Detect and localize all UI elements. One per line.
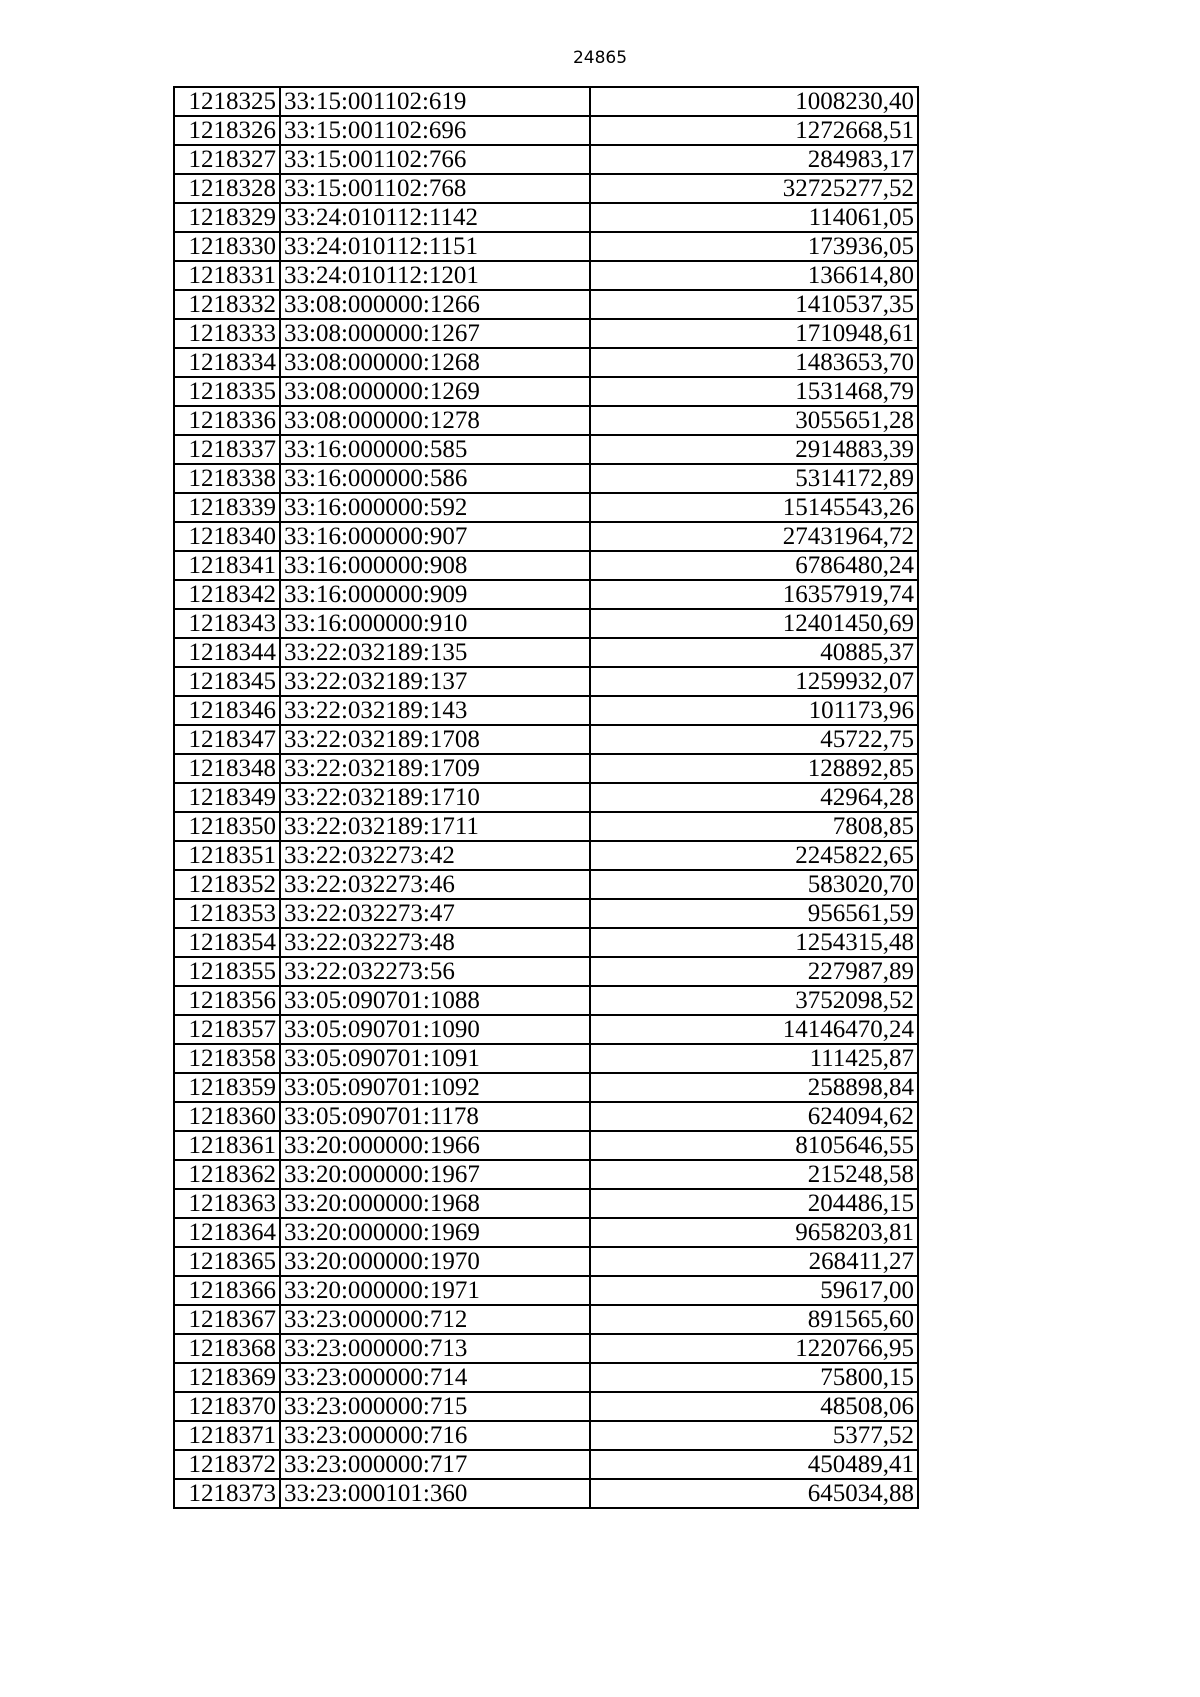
row-number-cell: 1218369: [174, 1363, 280, 1392]
row-number-cell: 1218329: [174, 203, 280, 232]
value-cell: 1220766,95: [590, 1334, 918, 1363]
cadastral-number-cell: 33:16:000000:908: [280, 551, 590, 580]
table-row: [174, 1131, 918, 1160]
row-number-cell: 1218345: [174, 667, 280, 696]
value-cell: 5314172,89: [590, 464, 918, 493]
value-cell: 2914883,39: [590, 435, 918, 464]
value-cell: 1531468,79: [590, 377, 918, 406]
cadastral-number-cell: 33:23:000000:714: [280, 1363, 590, 1392]
value-cell: 1008230,40: [590, 87, 918, 116]
table-row: [174, 1276, 918, 1305]
value-cell: 284983,17: [590, 145, 918, 174]
value-cell: 583020,70: [590, 870, 918, 899]
cadastral-number-cell: 33:05:090701:1092: [280, 1073, 590, 1102]
value-cell: 6786480,24: [590, 551, 918, 580]
cadastral-number-cell: 33:20:000000:1967: [280, 1160, 590, 1189]
row-number-cell: 1218350: [174, 812, 280, 841]
row-number-cell: 1218360: [174, 1102, 280, 1131]
table-row: [174, 957, 918, 986]
cadastral-number-cell: 33:08:000000:1269: [280, 377, 590, 406]
value-cell: 1483653,70: [590, 348, 918, 377]
row-number-cell: 1218358: [174, 1044, 280, 1073]
table-row: [174, 174, 918, 203]
cadastral-number-cell: 33:08:000000:1266: [280, 290, 590, 319]
cadastral-number-cell: 33:08:000000:1267: [280, 319, 590, 348]
value-cell: 111425,87: [590, 1044, 918, 1073]
page-number: 24865: [572, 48, 628, 68]
table-row: [174, 580, 918, 609]
cadastral-number-cell: 33:15:001102:619: [280, 87, 590, 116]
row-number-cell: 1218340: [174, 522, 280, 551]
table-row: [174, 1189, 918, 1218]
value-cell: 12401450,69: [590, 609, 918, 638]
row-number-cell: 1218366: [174, 1276, 280, 1305]
table-row: [174, 1421, 918, 1450]
cadastral-number-cell: 33:22:032273:46: [280, 870, 590, 899]
cadastral-number-cell: 33:16:000000:592: [280, 493, 590, 522]
row-number-cell: 1218364: [174, 1218, 280, 1247]
cadastral-number-cell: 33:16:000000:586: [280, 464, 590, 493]
row-number-cell: 1218367: [174, 1305, 280, 1334]
cadastral-number-cell: 33:22:032189:1711: [280, 812, 590, 841]
cadastral-number-cell: 33:24:010112:1201: [280, 261, 590, 290]
value-cell: 3752098,52: [590, 986, 918, 1015]
row-number-cell: 1218355: [174, 957, 280, 986]
row-number-cell: 1218347: [174, 725, 280, 754]
cadastral-number-cell: 33:22:032273:47: [280, 899, 590, 928]
table-row: [174, 609, 918, 638]
value-cell: 891565,60: [590, 1305, 918, 1334]
table-row: [174, 290, 918, 319]
table-row: [174, 1479, 918, 1508]
row-number-cell: 1218335: [174, 377, 280, 406]
value-cell: 624094,62: [590, 1102, 918, 1131]
cadastral-number-cell: 33:15:001102:696: [280, 116, 590, 145]
cadastral-number-cell: 33:05:090701:1178: [280, 1102, 590, 1131]
row-number-cell: 1218342: [174, 580, 280, 609]
table-row: [174, 145, 918, 174]
value-cell: 1272668,51: [590, 116, 918, 145]
row-number-cell: 1218325: [174, 87, 280, 116]
cadastral-value-table: [173, 86, 919, 1509]
table-row: [174, 406, 918, 435]
value-cell: 204486,15: [590, 1189, 918, 1218]
cadastral-number-cell: 33:05:090701:1090: [280, 1015, 590, 1044]
row-number-cell: 1218352: [174, 870, 280, 899]
row-number-cell: 1218362: [174, 1160, 280, 1189]
cadastral-number-cell: 33:05:090701:1088: [280, 986, 590, 1015]
table-row: [174, 348, 918, 377]
row-number-cell: 1218349: [174, 783, 280, 812]
value-cell: 5377,52: [590, 1421, 918, 1450]
cadastral-number-cell: 33:15:001102:768: [280, 174, 590, 203]
table-row: [174, 1247, 918, 1276]
cadastral-number-cell: 33:22:032189:135: [280, 638, 590, 667]
row-number-cell: 1218353: [174, 899, 280, 928]
table-row: [174, 464, 918, 493]
row-number-cell: 1218363: [174, 1189, 280, 1218]
value-cell: 15145543,26: [590, 493, 918, 522]
row-number-cell: 1218341: [174, 551, 280, 580]
table-row: [174, 1334, 918, 1363]
value-cell: 136614,80: [590, 261, 918, 290]
cadastral-number-cell: 33:20:000000:1970: [280, 1247, 590, 1276]
cadastral-number-cell: 33:16:000000:907: [280, 522, 590, 551]
row-number-cell: 1218373: [174, 1479, 280, 1508]
value-cell: 40885,37: [590, 638, 918, 667]
row-number-cell: 1218351: [174, 841, 280, 870]
cadastral-number-cell: 33:16:000000:909: [280, 580, 590, 609]
row-number-cell: 1218365: [174, 1247, 280, 1276]
row-number-cell: 1218368: [174, 1334, 280, 1363]
row-number-cell: 1218359: [174, 1073, 280, 1102]
row-number-cell: 1218344: [174, 638, 280, 667]
value-cell: 3055651,28: [590, 406, 918, 435]
value-cell: 59617,00: [590, 1276, 918, 1305]
row-number-cell: 1218331: [174, 261, 280, 290]
table-row: [174, 986, 918, 1015]
value-cell: 14146470,24: [590, 1015, 918, 1044]
value-cell: 1259932,07: [590, 667, 918, 696]
value-cell: 645034,88: [590, 1479, 918, 1508]
cadastral-number-cell: 33:23:000000:716: [280, 1421, 590, 1450]
row-number-cell: 1218328: [174, 174, 280, 203]
cadastral-number-cell: 33:23:000000:712: [280, 1305, 590, 1334]
table-row: [174, 1363, 918, 1392]
table-row: [174, 1392, 918, 1421]
table-row: [174, 667, 918, 696]
table-row: [174, 696, 918, 725]
cadastral-number-cell: 33:22:032189:1709: [280, 754, 590, 783]
row-number-cell: 1218357: [174, 1015, 280, 1044]
cadastral-number-cell: 33:23:000000:717: [280, 1450, 590, 1479]
cadastral-number-cell: 33:20:000000:1971: [280, 1276, 590, 1305]
value-cell: 101173,96: [590, 696, 918, 725]
cadastral-number-cell: 33:23:000000:715: [280, 1392, 590, 1421]
row-number-cell: 1218334: [174, 348, 280, 377]
table-row: [174, 377, 918, 406]
table-row: [174, 725, 918, 754]
table-body: [174, 87, 918, 1508]
value-cell: 1410537,35: [590, 290, 918, 319]
row-number-cell: 1218336: [174, 406, 280, 435]
cadastral-number-cell: 33:22:032189:1708: [280, 725, 590, 754]
table-row: [174, 899, 918, 928]
table-row: [174, 638, 918, 667]
row-number-cell: 1218327: [174, 145, 280, 174]
table-row: [174, 1218, 918, 1247]
row-number-cell: 1218356: [174, 986, 280, 1015]
table-row: [174, 1450, 918, 1479]
cadastral-number-cell: 33:22:032189:137: [280, 667, 590, 696]
table-row: [174, 232, 918, 261]
value-cell: 42964,28: [590, 783, 918, 812]
cadastral-number-cell: 33:16:000000:910: [280, 609, 590, 638]
row-number-cell: 1218370: [174, 1392, 280, 1421]
row-number-cell: 1218337: [174, 435, 280, 464]
cadastral-number-cell: 33:05:090701:1091: [280, 1044, 590, 1073]
cadastral-number-cell: 33:22:032189:143: [280, 696, 590, 725]
table-row: [174, 551, 918, 580]
table-row: [174, 812, 918, 841]
value-cell: 48508,06: [590, 1392, 918, 1421]
cadastral-number-cell: 33:24:010112:1142: [280, 203, 590, 232]
row-number-cell: 1218372: [174, 1450, 280, 1479]
value-cell: 45722,75: [590, 725, 918, 754]
row-number-cell: 1218332: [174, 290, 280, 319]
cadastral-number-cell: 33:23:000000:713: [280, 1334, 590, 1363]
cadastral-number-cell: 33:08:000000:1268: [280, 348, 590, 377]
cadastral-number-cell: 33:23:000101:360: [280, 1479, 590, 1508]
cadastral-number-cell: 33:20:000000:1968: [280, 1189, 590, 1218]
row-number-cell: 1218326: [174, 116, 280, 145]
table-row: [174, 1305, 918, 1334]
row-number-cell: 1218333: [174, 319, 280, 348]
value-cell: 215248,58: [590, 1160, 918, 1189]
value-cell: 9658203,81: [590, 1218, 918, 1247]
value-cell: 75800,15: [590, 1363, 918, 1392]
row-number-cell: 1218371: [174, 1421, 280, 1450]
value-cell: 258898,84: [590, 1073, 918, 1102]
cadastral-number-cell: 33:22:032273:56: [280, 957, 590, 986]
value-cell: 27431964,72: [590, 522, 918, 551]
value-cell: 32725277,52: [590, 174, 918, 203]
table-row: [174, 928, 918, 957]
table-row: [174, 203, 918, 232]
row-number-cell: 1218361: [174, 1131, 280, 1160]
table-row: [174, 522, 918, 551]
table-row: [174, 319, 918, 348]
table-row: [174, 783, 918, 812]
table-row: [174, 754, 918, 783]
table-row: [174, 261, 918, 290]
value-cell: 956561,59: [590, 899, 918, 928]
cadastral-number-cell: 33:22:032273:42: [280, 841, 590, 870]
row-number-cell: 1218346: [174, 696, 280, 725]
row-number-cell: 1218343: [174, 609, 280, 638]
cadastral-number-cell: 33:20:000000:1966: [280, 1131, 590, 1160]
row-number-cell: 1218338: [174, 464, 280, 493]
table-row: [174, 870, 918, 899]
value-cell: 16357919,74: [590, 580, 918, 609]
table-row: [174, 1073, 918, 1102]
table-row: [174, 1015, 918, 1044]
cadastral-number-cell: 33:22:032273:48: [280, 928, 590, 957]
row-number-cell: 1218348: [174, 754, 280, 783]
value-cell: 7808,85: [590, 812, 918, 841]
table-row: [174, 841, 918, 870]
cadastral-number-cell: 33:16:000000:585: [280, 435, 590, 464]
row-number-cell: 1218339: [174, 493, 280, 522]
table-row: [174, 1102, 918, 1131]
value-cell: 1254315,48: [590, 928, 918, 957]
cadastral-number-cell: 33:20:000000:1969: [280, 1218, 590, 1247]
cadastral-number-cell: 33:08:000000:1278: [280, 406, 590, 435]
value-cell: 173936,05: [590, 232, 918, 261]
value-cell: 227987,89: [590, 957, 918, 986]
row-number-cell: 1218330: [174, 232, 280, 261]
value-cell: 450489,41: [590, 1450, 918, 1479]
row-number-cell: 1218354: [174, 928, 280, 957]
table-row: [174, 435, 918, 464]
table-row: [174, 1160, 918, 1189]
value-cell: 1710948,61: [590, 319, 918, 348]
value-cell: 128892,85: [590, 754, 918, 783]
value-cell: 268411,27: [590, 1247, 918, 1276]
table-row: [174, 1044, 918, 1073]
value-cell: 8105646,55: [590, 1131, 918, 1160]
value-cell: 2245822,65: [590, 841, 918, 870]
cadastral-number-cell: 33:24:010112:1151: [280, 232, 590, 261]
cadastral-number-cell: 33:15:001102:766: [280, 145, 590, 174]
table-row: [174, 116, 918, 145]
cadastral-number-cell: 33:22:032189:1710: [280, 783, 590, 812]
table-row: [174, 493, 918, 522]
value-cell: 114061,05: [590, 203, 918, 232]
table-row: [174, 87, 918, 116]
